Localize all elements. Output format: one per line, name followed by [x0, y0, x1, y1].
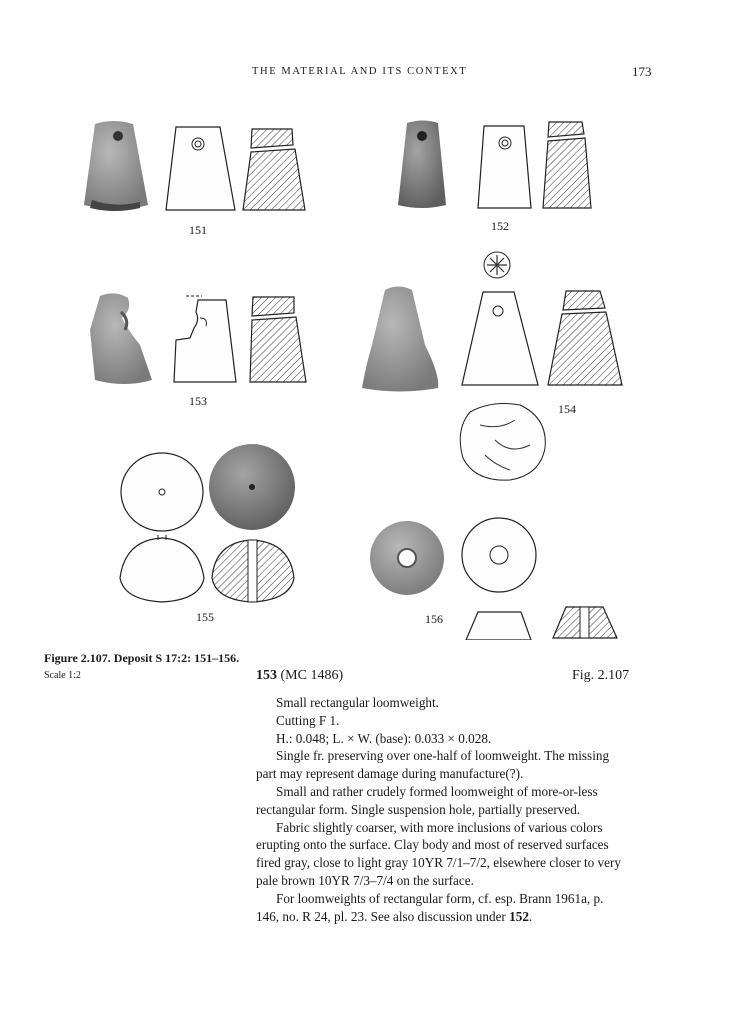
- paragraph: Single fr. preserving over one-half of loomweight. The missing part may represent damage during manufacture(?).: [256, 748, 610, 782]
- loomweight-151: [84, 121, 305, 211]
- paragraph: H.: 0.048; L. × W. (base): 0.033 × 0.028.: [276, 730, 492, 746]
- paragraph-text: For loomweights of rectangular form, cf. esp. Brann 1961a, p. 146, no. R 24, pl. 23. See also discussion under: [256, 890, 604, 924]
- loomweight-154: [362, 252, 622, 480]
- caption-title: Figure 2.107. Deposit S 17:2: 151–156.: [44, 651, 240, 665]
- catalogue-heading: [256, 668, 343, 684]
- inventory-number: (MC 1486): [280, 668, 344, 683]
- catalogue-number: 153: [256, 668, 277, 683]
- figure-label: 156: [425, 612, 443, 626]
- figure-label: 151: [189, 223, 207, 237]
- paragraph: [256, 890, 626, 926]
- paragraph: Small and rather crudely formed loomweight of more-or-less rectangular form. Single suspension hole, partially preserved.: [256, 783, 598, 817]
- paragraph-end: .: [528, 908, 533, 924]
- loomweight-156: [370, 518, 617, 640]
- catalogue-text: [256, 694, 626, 925]
- running-title: THE MATERIAL AND ITS CONTEXT: [252, 66, 468, 77]
- caption-scale: Scale 1:2: [44, 670, 81, 681]
- loomweight-153: [90, 293, 306, 384]
- loomweight-155: [120, 444, 295, 602]
- figure-reference: Fig. 2.107: [572, 668, 630, 683]
- figure-label: 152: [491, 219, 509, 233]
- figure-label: 155: [196, 610, 214, 624]
- figure-label: 154: [558, 402, 576, 416]
- page-number: 173: [632, 64, 652, 79]
- paragraph: Cutting F 1.: [276, 712, 340, 728]
- figure-label: 153: [189, 394, 207, 408]
- cross-reference: 152: [509, 908, 529, 924]
- loomweight-152: [398, 121, 591, 209]
- figure-caption: [44, 650, 254, 684]
- paragraph: Small rectangular loomweight.: [276, 695, 439, 710]
- paragraph: Fabric slightly coarser, with more inclusions of various colors erupting onto the surface. Clay body and most of reserved surfaces fired gray, close to light gray 10YR 7/1–7/2, elsewhere closer to very pale brown 10YR 7/3–7/4 on the surface.: [256, 819, 621, 888]
